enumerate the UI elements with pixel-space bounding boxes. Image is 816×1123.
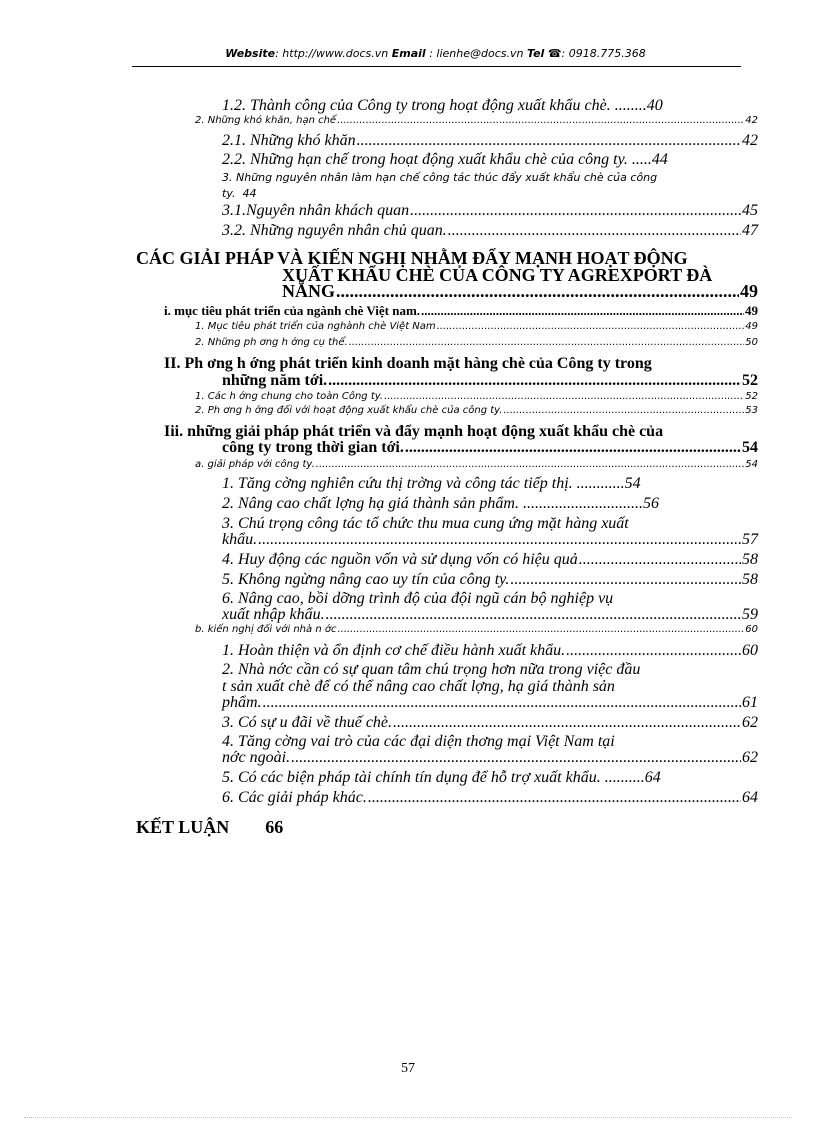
toc-entry[interactable]: 4. Huy động các nguồn vốn và sử dụng vốn có hiệu quả ..... 58 [222, 552, 758, 568]
toc-entry[interactable]: 2. Những ph ơng h ớng cụ thể. ..... 50 [195, 338, 758, 348]
toc-entry[interactable]: b. kiến nghị đối với nhà n ớc ..... 60 [195, 625, 758, 635]
toc-entry-continuation: ty. 44 [222, 187, 257, 200]
toc-entry-continuation: nớc ngoài. ..... 62 [222, 750, 758, 766]
toc-entry[interactable]: 2. Những khó khăn, hạn chế ..... 42 [195, 116, 758, 126]
page-header [130, 47, 741, 60]
toc-entry[interactable]: 5. Có các biện pháp tài chính tín dụng để hỗ trợ xuất khẩu. .......... 64 [222, 769, 661, 786]
toc-entry[interactable]: 2. Nhà nớc cần có sự quan tâm chú trọng hơn nữa trong việc đầu [222, 661, 641, 678]
toc-entry[interactable]: NẴNG ..... 49 [282, 282, 758, 300]
header-divider [132, 66, 741, 67]
phone-icon: ☎ [547, 47, 562, 60]
toc-entry[interactable]: Iii. những giải pháp phát triển và đẩy mạnh hoạt động xuất khẩu chè của [164, 423, 664, 440]
footer-divider [24, 1117, 792, 1118]
toc-entry[interactable]: 3. Chú trọng công tác tổ chức thu mua cung ứng mặt hàng xuất [222, 515, 629, 532]
page-number: 57 [401, 1061, 415, 1076]
toc-entry[interactable]: a. giải pháp với công ty. ..... 54 [195, 460, 758, 470]
toc-entry[interactable]: 3.2. Những nguyên nhân chủ quan. ..... 47 [222, 223, 758, 239]
toc-entry[interactable]: i. mục tiêu phát triển của ngành chè Việt nam. ..... 49 [164, 304, 758, 317]
toc-entry-continuation: xuất nhập khẩu. ..... 59 [222, 607, 758, 623]
toc-entry[interactable]: 1. Hoàn thiện và ổn định cơ chế điều hành xuất khẩu. ..... 60 [222, 643, 758, 659]
toc-entry-continuation: công ty trong thời gian tới. ..... 54 [222, 440, 758, 456]
toc-entry[interactable]: 2.2. Những hạn chế trong hoạt động xuất khẩu chè của công ty. ..... 44 [222, 151, 668, 168]
toc-entry[interactable]: 6. Các giải pháp khác. ..... 64 [222, 790, 758, 806]
website-label: Website [225, 47, 276, 60]
toc-entry[interactable]: 1.2. Thành công của Công ty trong hoạt động xuất khẩu chè. ........ 40 [222, 97, 663, 114]
tel-label: Tel [526, 47, 545, 60]
email-label: Email [391, 47, 426, 60]
toc-entry-continuation: những năm tới. ..... 52 [222, 373, 758, 389]
tel-value: : 0918.775.368 [561, 47, 646, 60]
toc-entry[interactable]: 1. Mục tiêu phát triển của nghành chè Việt Nam ..... 49 [195, 322, 758, 332]
toc-entry[interactable]: 1. Tăng cờng nghiên cứu thị trờng và công tác tiếp thị. ............ 54 [222, 475, 641, 492]
toc-entry[interactable]: 3.1.Nguyên nhân khách quan ..... 45 [222, 203, 758, 219]
toc-entry[interactable]: 4. Tăng cờng vai trò của các đại diện thơng mại Việt Nam tại [222, 733, 615, 750]
toc-entry[interactable]: 5. Không ngừng nâng cao uy tín của công ty. ..... 58 [222, 572, 758, 588]
toc-entry-continuation: khẩu. ..... 57 [222, 532, 758, 548]
toc-entry[interactable]: 2. Nâng cao chất lợng hạ giá thành sản phẩm. .............................. 56 [222, 495, 659, 512]
email-value: : lienhe@docs.vn [429, 47, 524, 60]
toc-entry[interactable]: 2. Ph ơng h ớng đối với hoạt động xuất khẩu chè của công ty. ..... 53 [195, 406, 758, 416]
toc-entry-continuation: phẩm. ..... 61 [222, 695, 758, 711]
toc-entry[interactable]: 1. Các h ớng chung cho toàn Công ty. ..... 52 [195, 392, 758, 402]
toc-entry[interactable]: 6. Nâng cao, bồi dỡng trình độ của đội ngũ cán bộ nghiệp vụ [222, 590, 614, 607]
toc-entry[interactable]: 3. Những nguyên nhân làm hạn chế công tác thúc đẩy xuất khẩu chè của công [222, 171, 658, 184]
website-value: : http://www.docs.vn [275, 47, 389, 60]
chapter-heading[interactable]: CÁC GIẢI PHÁP VÀ KIẾN NGHỊ NHẰM ĐẨY MẠNH HOẠT ĐỘNG [136, 248, 688, 268]
toc-entry-conclusion[interactable]: KẾT LUẬN 66 [136, 817, 284, 837]
toc-entry[interactable]: 3. Có sự u đãi về thuế chè. ..... 62 [222, 715, 758, 731]
toc-entry[interactable]: II. Ph ơng h ớng phát triển kinh doanh mặt hàng chè của Công ty trong [164, 355, 652, 372]
toc-entry[interactable]: 2.1. Những khó khăn ..... 42 [222, 133, 758, 149]
chapter-heading-line: XUẤT KHẨU CHÈ CỦA CÔNG TY AGREXPORT ĐÀ [282, 265, 713, 285]
toc-entry-continuation: t sản xuất chè để có thể nâng cao chất lợng, hạ giá thành sản [222, 678, 615, 695]
